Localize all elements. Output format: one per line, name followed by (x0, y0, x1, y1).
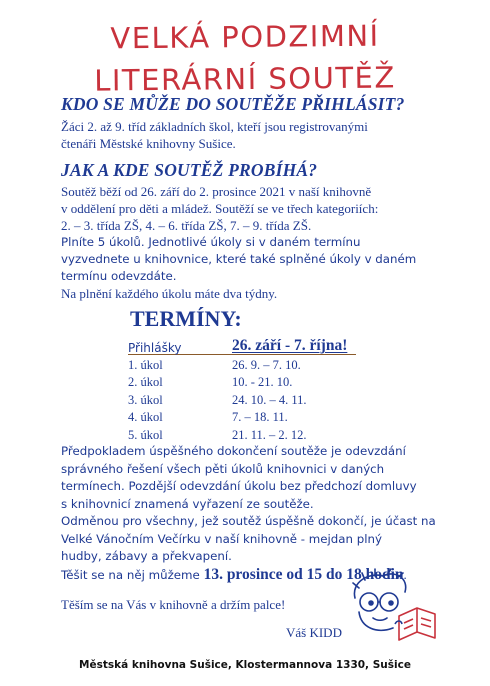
section2-line-3: 2. – 3. třída ZŠ, 4. – 6. třída ZŠ, 7. – 9. třída ZŠ. (61, 218, 312, 233)
section2-line-4: Plníte 5 úkolů. Jednotlivé úkoly si v daném termínu (61, 235, 361, 249)
terms-header-row (128, 333, 347, 355)
title-line-2: LITERÁRNÍ SOUTĚŽ (94, 60, 396, 98)
reward-text (61, 513, 471, 566)
reward-date-suffix: . (403, 567, 407, 582)
terms-header-label: Přihlášky (128, 341, 182, 355)
section1-line-2: čtenáři Městské knihovny Sušice. (61, 136, 236, 151)
task-label: 2. úkol (128, 375, 163, 389)
closing-text: Těším se na Vás v knihovně a držím palce! (61, 597, 286, 612)
reward-line-1: Odměnou pro všechny, jež soutěž úspěšně dokončí, je účast na (61, 514, 436, 528)
section2-line-6: termínu odevzdáte. (61, 269, 177, 283)
section2-text (61, 183, 471, 302)
terms-heading: TERMÍNY: (130, 306, 242, 331)
terms-header-value: 26. září - 7. října! (232, 337, 348, 354)
task-label: 5. úkol (128, 427, 163, 442)
reward-line-3: hudby, zábavy a překvapení. (61, 549, 232, 563)
task-label: 4. úkol (128, 410, 163, 424)
table-row (128, 390, 347, 408)
section1-line-1: Žáci 2. až 9. tříd základních škol, kteří jsou registrovanými (61, 119, 368, 134)
conditions-line-3: termínech. Pozdější odevzdání úkolu bez předchozí domluvy (61, 479, 417, 493)
conditions-line-4: s knihovnicí znamená vyřazení ze soutěže. (61, 496, 314, 511)
section2-line-1: Soutěž běží od 26. září do 2. prosince 2021 v naší knihovně (61, 184, 372, 199)
conditions-text (61, 443, 471, 513)
table-row (128, 425, 347, 443)
task-date: 10. - 21. 10. (232, 375, 293, 389)
title-line-1: VELKÁ PODZIMNÍ (110, 18, 380, 56)
section2-heading: JAK A KDE SOUTĚŽ PROBÍHÁ? (61, 160, 318, 180)
terms-table (128, 333, 347, 443)
reading-child-icon (347, 568, 442, 643)
section2-line-7: Na plnění každého úkolu máte dva týdny. (61, 286, 278, 301)
task-label: 1. úkol (128, 357, 163, 372)
section1-heading: KDO SE MŮŽE DO SOUTĚŽE PŘIHLÁSIT? (61, 94, 405, 114)
task-date: 21. 11. – 2. 12. (232, 427, 307, 442)
task-label: 3. úkol (128, 392, 163, 407)
task-date: 24. 10. – 4. 11. (232, 392, 307, 407)
task-date: 26. 9. – 7. 10. (232, 357, 301, 372)
section2-line-5: vyzvednete u knihovnice, které také splněné úkoly v daném (61, 252, 417, 266)
footer-address: Městská knihovna Sušice, Klostermannova 1330, Sušice (79, 659, 411, 671)
section1-text (61, 118, 471, 152)
table-row (128, 355, 347, 373)
reward-date-bold: 13. prosince od 15 do 18 hodin (203, 566, 404, 583)
table-row (128, 408, 347, 426)
table-row (128, 373, 347, 391)
conditions-line-2: správného řešení všech pěti úkolů knihovnici v daných (61, 461, 385, 476)
task-date: 7. – 18. 11. (232, 410, 288, 424)
section2-line-2: v oddělení pro děti a mládež. Soutěží se ve třech kategoriích: (61, 201, 379, 216)
reward-line-2: Velké Vánočním Večírku v naší knihovně - mejdan plný (61, 531, 382, 546)
signature: Váš KIDD (286, 625, 342, 640)
reward-date-prefix: Těšit se na něj můžeme (61, 568, 204, 582)
conditions-line-1: Předpokladem úspěšného dokončení soutěže je odevzdání (61, 444, 406, 458)
